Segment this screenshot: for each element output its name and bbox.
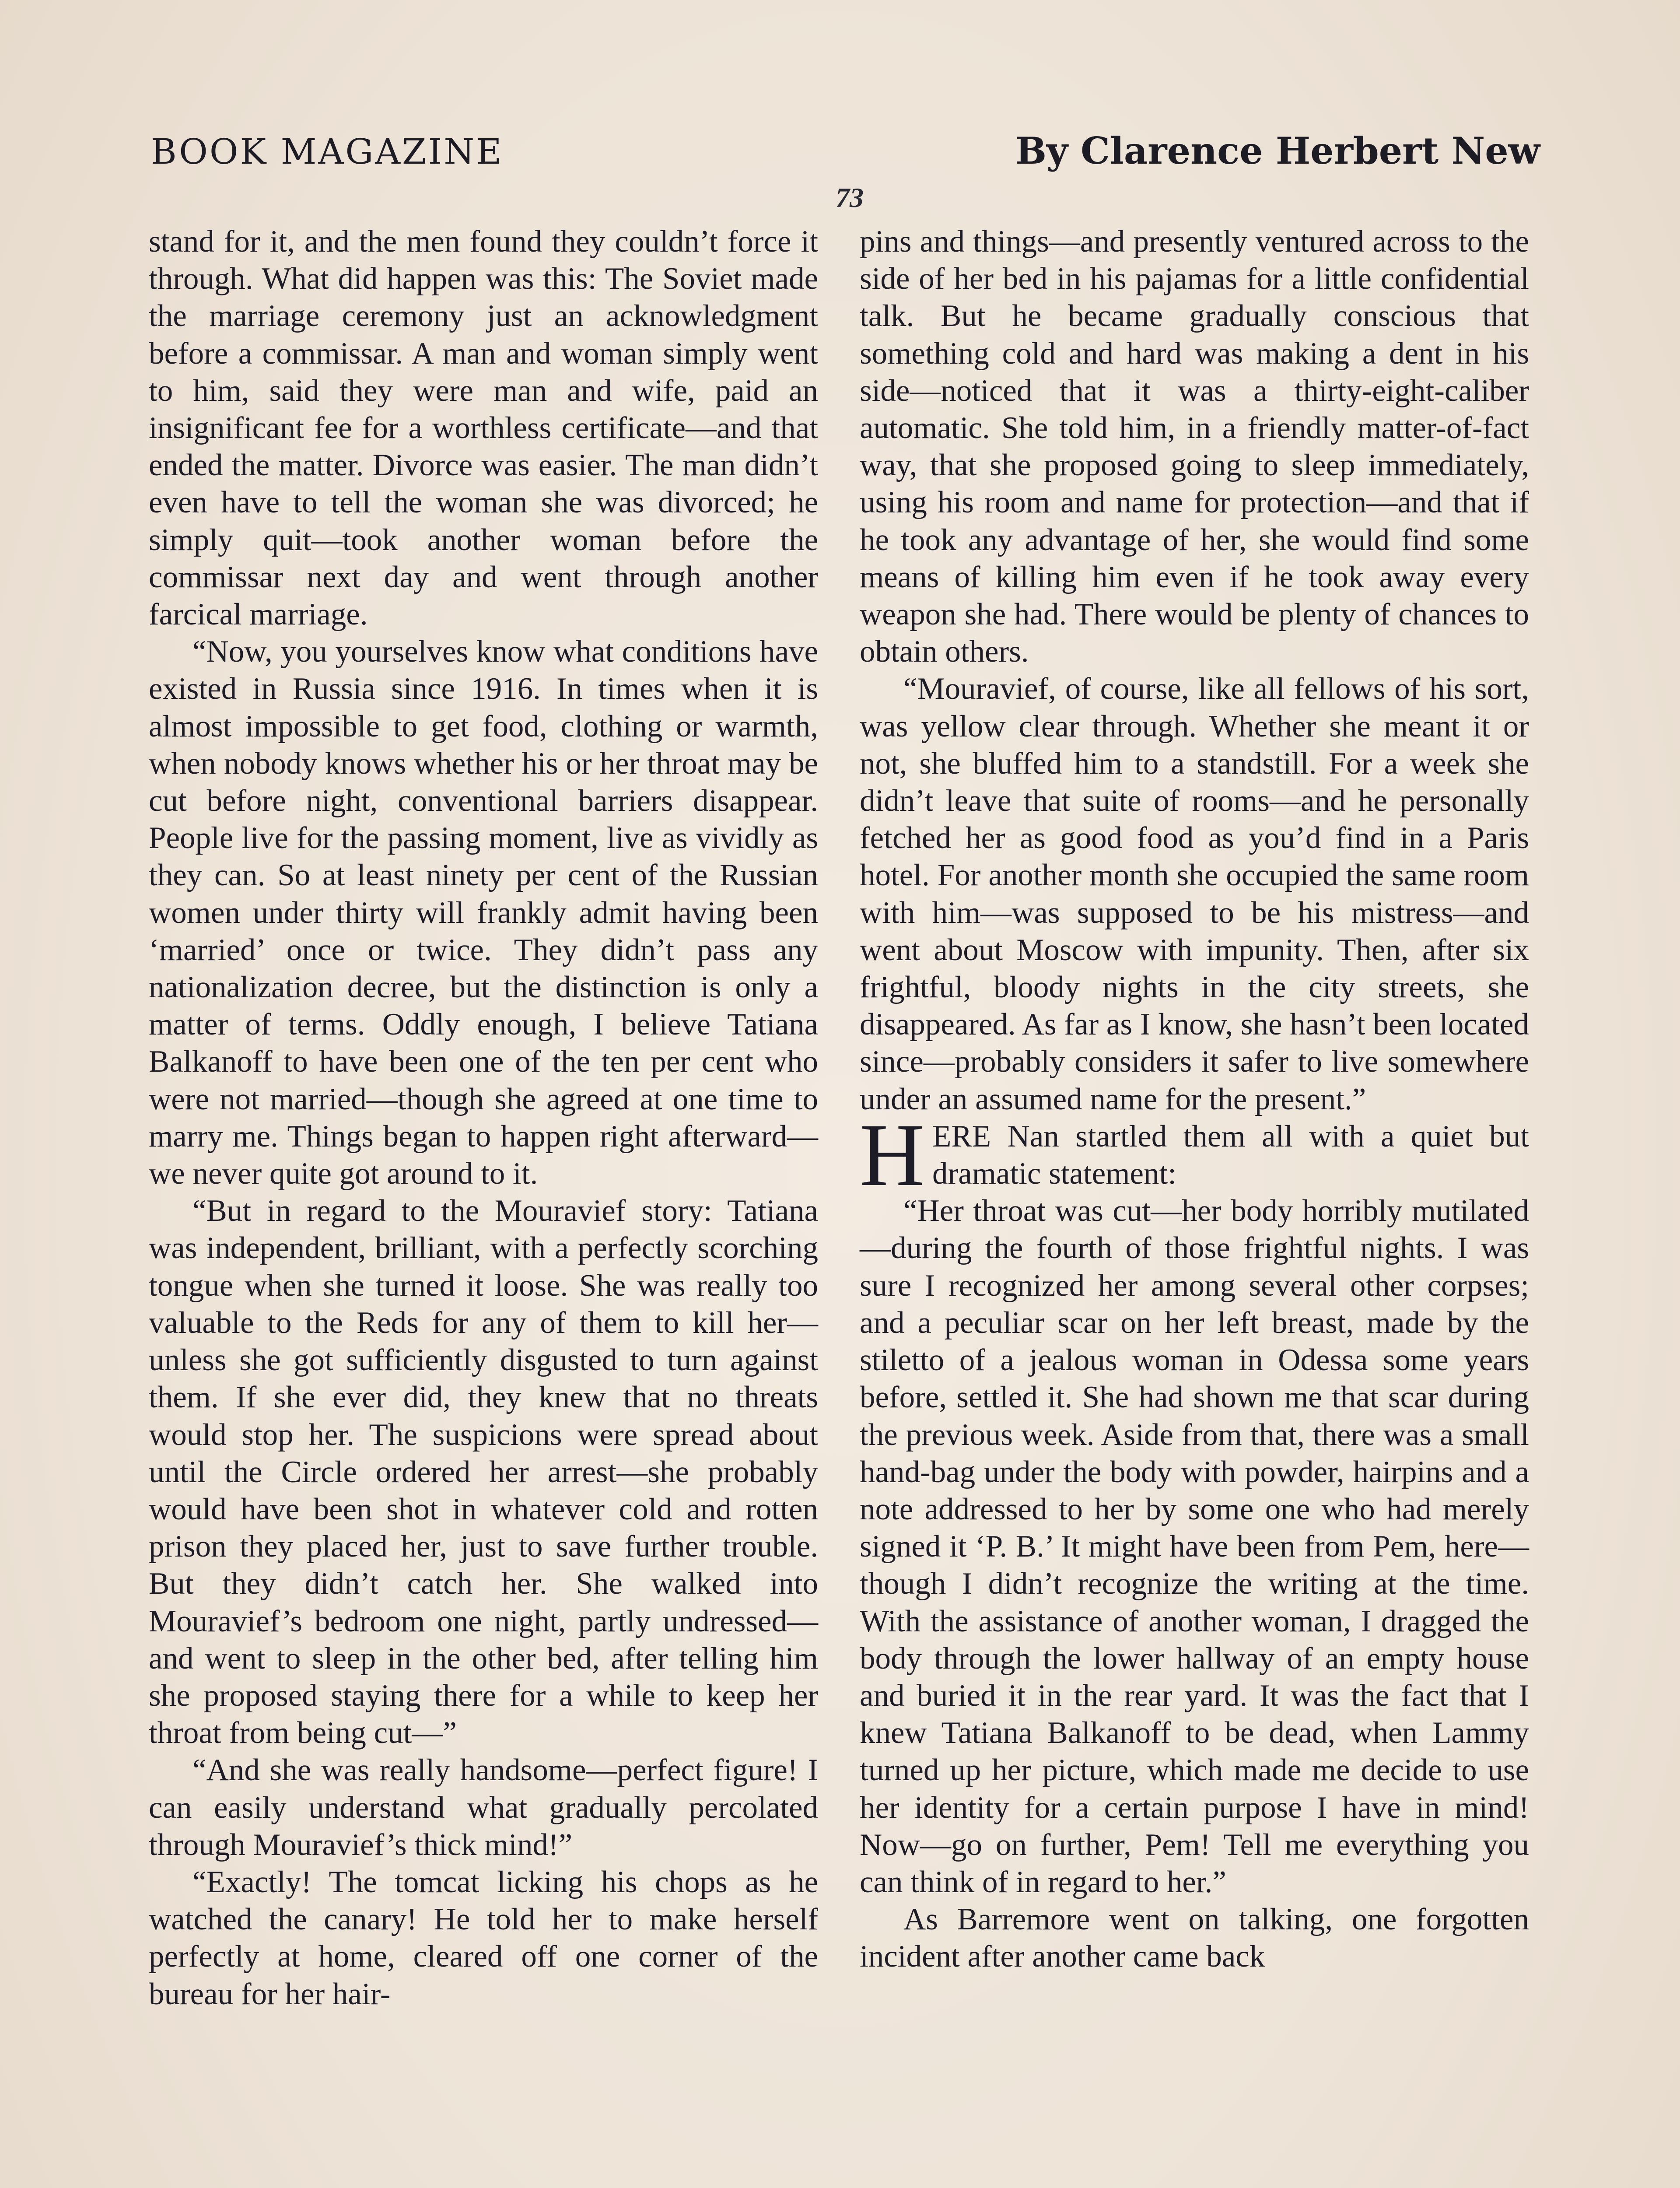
paragraph: “Exactly! The tomcat licking his chops as he watched the canary! He told her to make herself perfectly at home, cleared off one corner of the bureau for her hair- [149, 1865, 818, 2011]
right-column [860, 223, 1529, 1976]
page-number: 73 [836, 182, 864, 213]
section-opening-text: ERE Nan startled them all with a quiet but dramatic statement: [932, 1119, 1529, 1191]
drop-cap: H [860, 1105, 925, 1205]
paragraph: pins and things—and presently ventured across to the side of her bed in his pajamas for a little confidential talk. But he became gradually conscious that something cold and hard was making a dent in his side—noticed that it was a thirty-eight-caliber automatic. She told him, in a friendly matter-of-fact way, that she proposed going to sleep immediately, using his room and name for protection—and that if he took any advantage of her, she would find some means of killing him even if he took away every weapon she had. There would be plenty of chances to obtain others. [860, 224, 1529, 669]
section-opening-paragraph [860, 1105, 1529, 1205]
paragraph: As Barremore went on talking, one forgotten incident after another came back [860, 1902, 1529, 1974]
paragraph: “And she was really handsome—perfect figure! I can easily understand what gradually percolated through Mouravief’s thick mind!” [149, 1753, 818, 1862]
paragraph: stand for it, and the men found they couldn’t force it through. What did happen was this: The Soviet made the marriage ceremony just an acknowledgment before a commissar. A man and woman simply went to him, said they were man and wife, paid an insignificant fee for a worthless certificate—and that ended the matter. Divorce was easier. The man didn’t even have to tell the woman she was divorced; he simply quit—took another woman before the commissar next day and went through another farcical marriage. [149, 224, 818, 632]
magazine-title: BOOK MAGAZINE [151, 131, 504, 172]
paragraph: “But in regard to the Mouravief story: Tatiana was independent, brilliant, with a perfectly scorching tongue when she turned it loose. She was really too valuable to the Reds for any of them to kill her—unless she got sufficiently disgusted to turn against them. If she ever did, they knew that no threats would stop her. The suspicions were spread about until the Circle ordered her arrest—she probably would have been shot in whatever cold and rotten prison they placed her, just to save further trouble. But they didn’t catch her. She walked into Mouravief’s bedroom one night, partly undressed—and went to sleep in the other bed, after telling him she proposed staying there for a while to keep her throat from being cut—” [149, 1194, 818, 1750]
paragraph: “Now, you yourselves know what conditions have existed in Russia since 1916. In times when it is almost impossible to get food, clothing or warmth, when nobody knows whether his or her throat may be cut before night, conventional barriers disappear. People live for the passing moment, live as vividly as they can. So at least ninety per cent of the Russian women under thirty will frankly admit having been ‘married’ once or twice. They didn’t pass any nationalization decree, but the distinction is only a matter of terms. Oddly enough, I believe Tatiana Balkanoff to have been one of the ten per cent who were not married—though she agreed at one time to marry me. Things began to happen right afterward—we never quite got around to it. [149, 635, 818, 1191]
paragraph: “Mouravief, of course, like all fellows of his sort, was yellow clear through. Whether she meant it or not, she bluffed him to a standstill. For a week she didn’t leave that suite of rooms—and he personally fetched her as good food as you’d find in a Paris hotel. For another month she occupied the same room with him—was supposed to be his mistress—and went about Moscow with impunity. Then, after six frightful, bloody nights in the city streets, she disappeared. As far as I know, she hasn’t been located since—probably considers it safer to live somewhere under an assumed name for the present.” [860, 672, 1529, 1116]
paragraph: “Her throat was cut—her body horribly mutilated—during the fourth of those frightful nights. I was sure I recognized her among several other corpses; and a peculiar scar on her left breast, made by the stiletto of a jealous woman in Odessa some years before, settled it. She had shown me that scar during the previous week. Aside from that, there was a small hand-bag under the body with powder, hairpins and a note addressed to her by some one who had merely signed it ‘P. B.’ It might have been from Pem, here—though I didn’t recognize the writing at the time. With the assistance of another woman, I dragged the body through the lower hallway of an empty house and buried it in the rear yard. It was the fact that I knew Tatiana Balkanoff to be dead, when Lammy turned up her picture, which made me decide to use her identity for a certain purpose I have in mind! Now—go on further, Pem! Tell me everything you can think of in regard to her.” [860, 1194, 1529, 1899]
author-byline: By Clarence Herbert New [1015, 129, 1540, 172]
left-column [149, 223, 818, 2013]
